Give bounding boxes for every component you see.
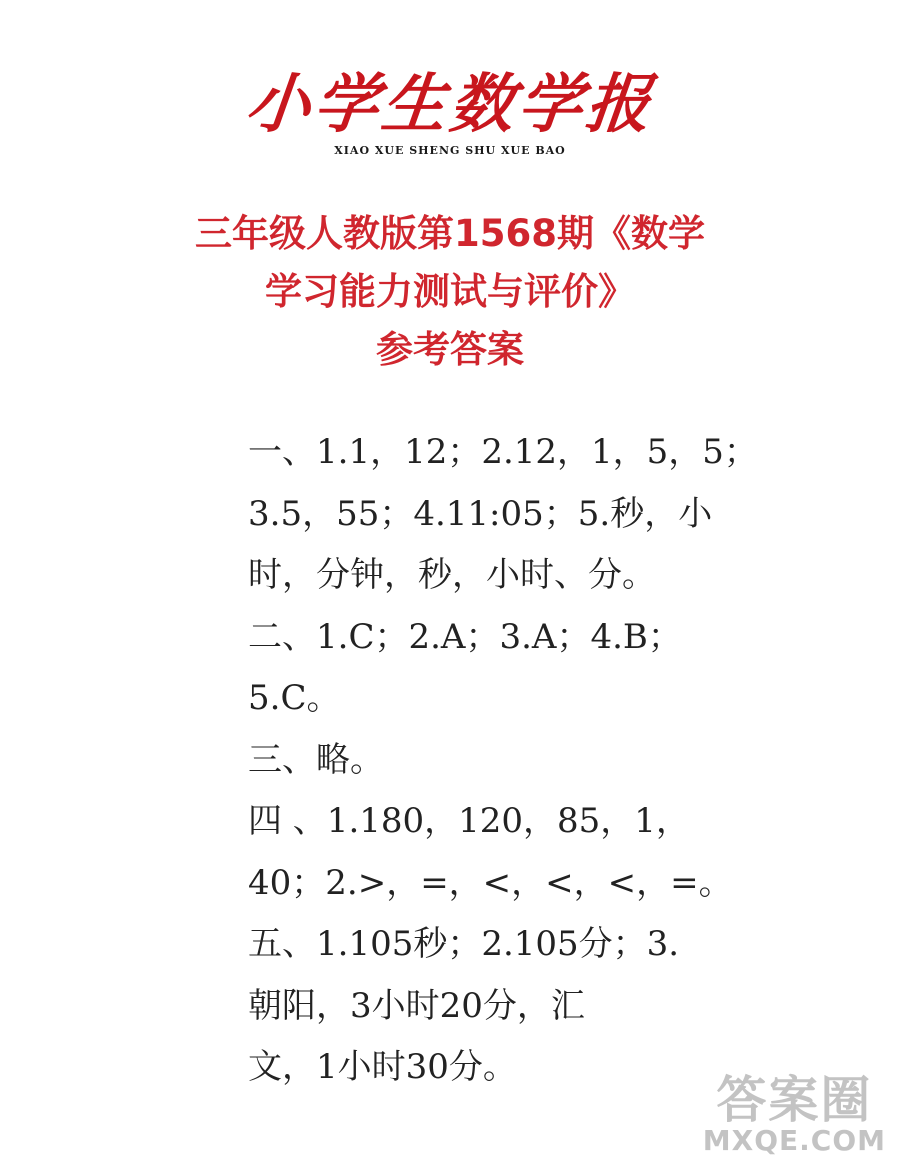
watermark-logo-text: 答案圈 xyxy=(716,1071,873,1129)
answer-line: 3.5，55；4.11:05；5.秒，小 xyxy=(248,493,713,534)
answer-line: 四 、1.180，120，85，1， xyxy=(248,801,690,841)
title-line-3: 参考答案 xyxy=(376,328,524,371)
answer-line: 文，1小时30分。 xyxy=(248,1047,517,1087)
newspaper-masthead xyxy=(0,67,900,157)
answer-line: 三、略。 xyxy=(248,739,384,780)
page-title xyxy=(0,205,900,379)
answer-line: 朝阳，3小时20分，汇 xyxy=(248,985,585,1026)
title-line-1: 三年级人教版第1568期《数学 xyxy=(195,212,705,255)
newspaper-logo: 小学生数学报 xyxy=(242,67,658,142)
title-line-2: 学习能力测试与评价》 xyxy=(265,270,635,313)
answer-list xyxy=(248,422,758,1099)
site-watermark xyxy=(702,1071,886,1157)
answer-line: 时，分钟，秒，小时、分。 xyxy=(248,555,656,595)
newspaper-logo-pinyin: XIAO XUE SHENG SHU XUE BAO xyxy=(334,144,566,157)
answer-line: 五、1.105秒；2.105分；3. xyxy=(248,924,680,964)
answer-line: 40；2.>，=，<，<，<，=。 xyxy=(248,862,733,903)
answer-line: 一、1.1，12；2.12，1，5，5； xyxy=(248,432,758,472)
watermark-url: MXQE.COM xyxy=(702,1124,886,1157)
answer-line: 5.C。 xyxy=(248,678,341,718)
answer-line: 二、1.C；2.A；3.A；4.B； xyxy=(248,616,682,657)
